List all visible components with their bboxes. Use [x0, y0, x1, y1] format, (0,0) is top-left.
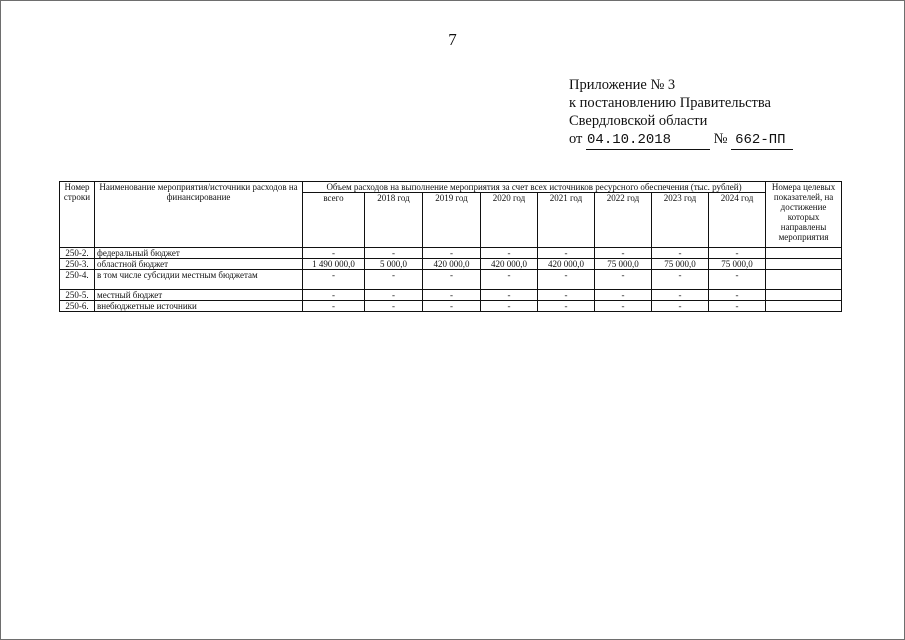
value-2020: 420 000,0	[481, 259, 538, 270]
value-2019: 420 000,0	[423, 259, 481, 270]
value-2020: -	[481, 248, 538, 259]
appendix-date-line	[569, 130, 793, 150]
value-2018: -	[365, 301, 423, 312]
value-2023: -	[652, 248, 709, 259]
table-row	[60, 270, 842, 290]
value-2022: -	[595, 290, 652, 301]
row-label: внебюджетные источники	[95, 301, 303, 312]
value-total: -	[303, 248, 365, 259]
row-number: 250-6.	[60, 301, 95, 312]
date-prefix: от	[569, 131, 583, 147]
value-2019: -	[423, 270, 481, 290]
value-total: -	[303, 301, 365, 312]
value-total: -	[303, 270, 365, 290]
value-2022: 75 000,0	[595, 259, 652, 270]
value-2022: -	[595, 301, 652, 312]
header-year-2024: 2024 год	[709, 193, 766, 248]
value-2024: 75 000,0	[709, 259, 766, 270]
value-2024: -	[709, 248, 766, 259]
table-row	[60, 248, 842, 259]
page-number: 7	[448, 30, 457, 49]
appendix-region: Свердловской области	[569, 113, 708, 129]
table-row	[60, 301, 842, 312]
header-year-2018: 2018 год	[365, 193, 423, 248]
value-2018: -	[365, 290, 423, 301]
targets-cell	[766, 259, 842, 270]
value-total: -	[303, 290, 365, 301]
row-label: областной бюджет	[95, 259, 303, 270]
header-year-2023: 2023 год	[652, 193, 709, 248]
row-number: 250-4.	[60, 270, 95, 290]
value-2023: -	[652, 301, 709, 312]
row-label: местный бюджет	[95, 290, 303, 301]
targets-cell	[766, 301, 842, 312]
value-2024: -	[709, 290, 766, 301]
value-2020: -	[481, 290, 538, 301]
value-2024: -	[709, 270, 766, 290]
value-2021: -	[538, 248, 595, 259]
number-prefix: №	[713, 131, 728, 147]
value-2018: -	[365, 270, 423, 290]
header-volume: Объем расходов на выполнение мероприятия за счет всех источников ресурсного обеспечения (тыс. рублей)	[303, 182, 766, 193]
funding-table	[59, 181, 842, 312]
value-2021: -	[538, 270, 595, 290]
header-targets: Номера целевых показателей, на достижение которых направлены мероприятия	[766, 182, 842, 248]
targets-cell	[766, 270, 842, 290]
value-2020: -	[481, 270, 538, 290]
value-2019: -	[423, 301, 481, 312]
appendix-title: Приложение № 3	[569, 77, 676, 93]
header-year-2019: 2019 год	[423, 193, 481, 248]
appendix-header	[569, 76, 793, 150]
row-number: 250-2.	[60, 248, 95, 259]
value-2021: 420 000,0	[538, 259, 595, 270]
value-2022: -	[595, 270, 652, 290]
value-2020: -	[481, 301, 538, 312]
value-2023: -	[652, 290, 709, 301]
value-2018: -	[365, 248, 423, 259]
header-year-2021: 2021 год	[538, 193, 595, 248]
table-row	[60, 290, 842, 301]
header-row-number: Номер строки	[60, 182, 95, 248]
value-total: 1 490 000,0	[303, 259, 365, 270]
value-2021: -	[538, 301, 595, 312]
appendix-reference: к постановлению Правительства	[569, 95, 771, 111]
value-2023: 75 000,0	[652, 259, 709, 270]
table-row	[60, 259, 842, 270]
resolution-number: 662-ПП	[731, 131, 793, 150]
resolution-date: 04.10.2018	[586, 131, 710, 150]
value-2021: -	[538, 290, 595, 301]
row-label: в том числе субсидии местным бюджетам	[95, 270, 303, 290]
row-number: 250-3.	[60, 259, 95, 270]
header-total: всего	[303, 193, 365, 248]
value-2018: 5 000,0	[365, 259, 423, 270]
row-number: 250-5.	[60, 290, 95, 301]
value-2022: -	[595, 248, 652, 259]
row-label: федеральный бюджет	[95, 248, 303, 259]
header-name: Наименование мероприятия/источники расходов на финансирование	[95, 182, 303, 248]
value-2023: -	[652, 270, 709, 290]
targets-cell	[766, 290, 842, 301]
header-year-2020: 2020 год	[481, 193, 538, 248]
value-2019: -	[423, 248, 481, 259]
value-2019: -	[423, 290, 481, 301]
targets-cell	[766, 248, 842, 259]
header-year-2022: 2022 год	[595, 193, 652, 248]
value-2024: -	[709, 301, 766, 312]
